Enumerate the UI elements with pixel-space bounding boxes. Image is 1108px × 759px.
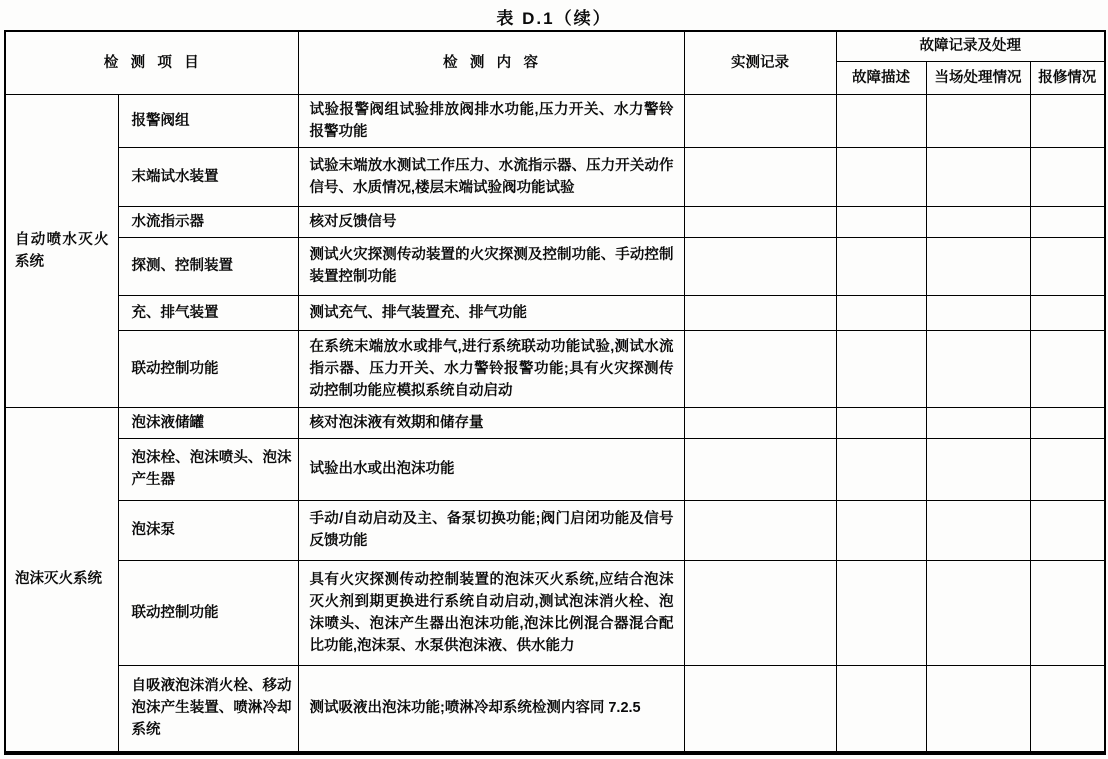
onsite-cell bbox=[926, 665, 1030, 753]
fault-desc-cell bbox=[836, 147, 926, 206]
content-cell: 测试吸液出泡沫功能;喷淋冷却系统检测内容同 7.2.5 bbox=[298, 665, 684, 753]
table-row bbox=[5, 560, 1105, 665]
item-cell: 充、排气装置 bbox=[118, 295, 298, 330]
item-cell: 联动控制功能 bbox=[118, 330, 298, 407]
item-cell: 泡沫栓、泡沫喷头、泡沫产生器 bbox=[118, 438, 298, 500]
record-cell bbox=[684, 330, 836, 407]
repair-cell bbox=[1030, 295, 1105, 330]
item-cell: 末端试水装置 bbox=[118, 147, 298, 206]
onsite-cell bbox=[926, 438, 1030, 500]
onsite-cell bbox=[926, 560, 1030, 665]
onsite-cell bbox=[926, 295, 1030, 330]
content-cell: 具有火灾探测传动控制装置的泡沫灭火系统,应结合泡沫灭火剂到期更换进行系统自动启动,测试泡沫消火栓、泡沫喷头、泡沫产生器出泡沫功能,泡沫比例混合器混合配比功能,泡沫泵、水泵供泡沫液、供水能力 bbox=[298, 560, 684, 665]
table-row bbox=[5, 500, 1105, 560]
table-row bbox=[5, 330, 1105, 407]
content-cell: 试验出水或出泡沫功能 bbox=[298, 438, 684, 500]
fault-desc-cell bbox=[836, 500, 926, 560]
table-row bbox=[5, 237, 1105, 295]
item-cell: 自吸液泡沫消火栓、移动泡沫产生装置、喷淋冷却系统 bbox=[118, 665, 298, 753]
repair-cell bbox=[1030, 407, 1105, 438]
record-cell bbox=[684, 206, 836, 237]
record-cell bbox=[684, 665, 836, 753]
item-cell: 联动控制功能 bbox=[118, 560, 298, 665]
record-cell bbox=[684, 237, 836, 295]
repair-cell bbox=[1030, 206, 1105, 237]
item-cell: 泡沫泵 bbox=[118, 500, 298, 560]
header-onsite: 当场处理情况 bbox=[926, 61, 1030, 94]
table-row bbox=[5, 295, 1105, 330]
content-cell: 试验报警阀组试验排放阀排水功能,压力开关、水力警铃报警功能 bbox=[298, 94, 684, 147]
header-content: 检测内容 bbox=[298, 31, 684, 94]
repair-cell bbox=[1030, 560, 1105, 665]
header-row-1 bbox=[5, 31, 1105, 61]
onsite-cell bbox=[926, 500, 1030, 560]
onsite-cell bbox=[926, 94, 1030, 147]
table-row bbox=[5, 407, 1105, 438]
record-cell bbox=[684, 295, 836, 330]
fault-desc-cell bbox=[836, 237, 926, 295]
header-fault-desc: 故障描述 bbox=[836, 61, 926, 94]
onsite-cell bbox=[926, 206, 1030, 237]
fault-desc-cell bbox=[836, 665, 926, 753]
table-row bbox=[5, 206, 1105, 237]
fault-desc-cell bbox=[836, 295, 926, 330]
fault-desc-cell bbox=[836, 330, 926, 407]
table-row bbox=[5, 94, 1105, 147]
table-row bbox=[5, 147, 1105, 206]
content-cell: 在系统末端放水或排气,进行系统联动功能试验,测试水流指示器、压力开关、水力警铃报警功能;具有火灾探测传动控制功能应模拟系统自动启动 bbox=[298, 330, 684, 407]
onsite-cell bbox=[926, 237, 1030, 295]
record-cell bbox=[684, 500, 836, 560]
repair-cell bbox=[1030, 330, 1105, 407]
item-cell: 报警阀组 bbox=[118, 94, 298, 147]
header-fault-group: 故障记录及处理 bbox=[836, 31, 1105, 61]
header-record: 实测记录 bbox=[684, 31, 836, 94]
record-cell bbox=[684, 147, 836, 206]
content-cell: 核对泡沫液有效期和储存量 bbox=[298, 407, 684, 438]
item-cell: 水流指示器 bbox=[118, 206, 298, 237]
repair-cell bbox=[1030, 438, 1105, 500]
content-cell: 手动/自动启动及主、备泵切换功能;阀门启闭功能及信号反馈功能 bbox=[298, 500, 684, 560]
repair-cell bbox=[1030, 94, 1105, 147]
fault-desc-cell bbox=[836, 206, 926, 237]
fault-desc-cell bbox=[836, 94, 926, 147]
onsite-cell bbox=[926, 330, 1030, 407]
repair-cell bbox=[1030, 237, 1105, 295]
record-cell bbox=[684, 407, 836, 438]
content-cell: 试验末端放水测试工作压力、水流指示器、压力开关动作信号、水质情况,楼层末端试验阀功能试验 bbox=[298, 147, 684, 206]
repair-cell bbox=[1030, 500, 1105, 560]
fault-desc-cell bbox=[836, 438, 926, 500]
system-cell: 泡沫灭火系统 bbox=[5, 407, 118, 753]
content-cell: 核对反馈信号 bbox=[298, 206, 684, 237]
header-repair: 报修情况 bbox=[1030, 61, 1105, 94]
table-row bbox=[5, 665, 1105, 753]
inspection-table bbox=[4, 30, 1106, 755]
fault-desc-cell bbox=[836, 407, 926, 438]
table-title: 表 D.1（续） bbox=[496, 9, 612, 28]
table-row bbox=[5, 438, 1105, 500]
content-cell: 测试火灾探测传动装置的火灾探测及控制功能、手动控制装置控制功能 bbox=[298, 237, 684, 295]
onsite-cell bbox=[926, 147, 1030, 206]
record-cell bbox=[684, 560, 836, 665]
item-cell: 泡沫液储罐 bbox=[118, 407, 298, 438]
header-item: 检测项目 bbox=[5, 31, 298, 94]
onsite-cell bbox=[926, 407, 1030, 438]
item-cell: 探测、控制装置 bbox=[118, 237, 298, 295]
record-cell bbox=[684, 94, 836, 147]
repair-cell bbox=[1030, 665, 1105, 753]
repair-cell bbox=[1030, 147, 1105, 206]
system-cell: 自动喷水灭火系统 bbox=[5, 94, 118, 407]
content-cell: 测试充气、排气装置充、排气功能 bbox=[298, 295, 684, 330]
record-cell bbox=[684, 438, 836, 500]
fault-desc-cell bbox=[836, 560, 926, 665]
